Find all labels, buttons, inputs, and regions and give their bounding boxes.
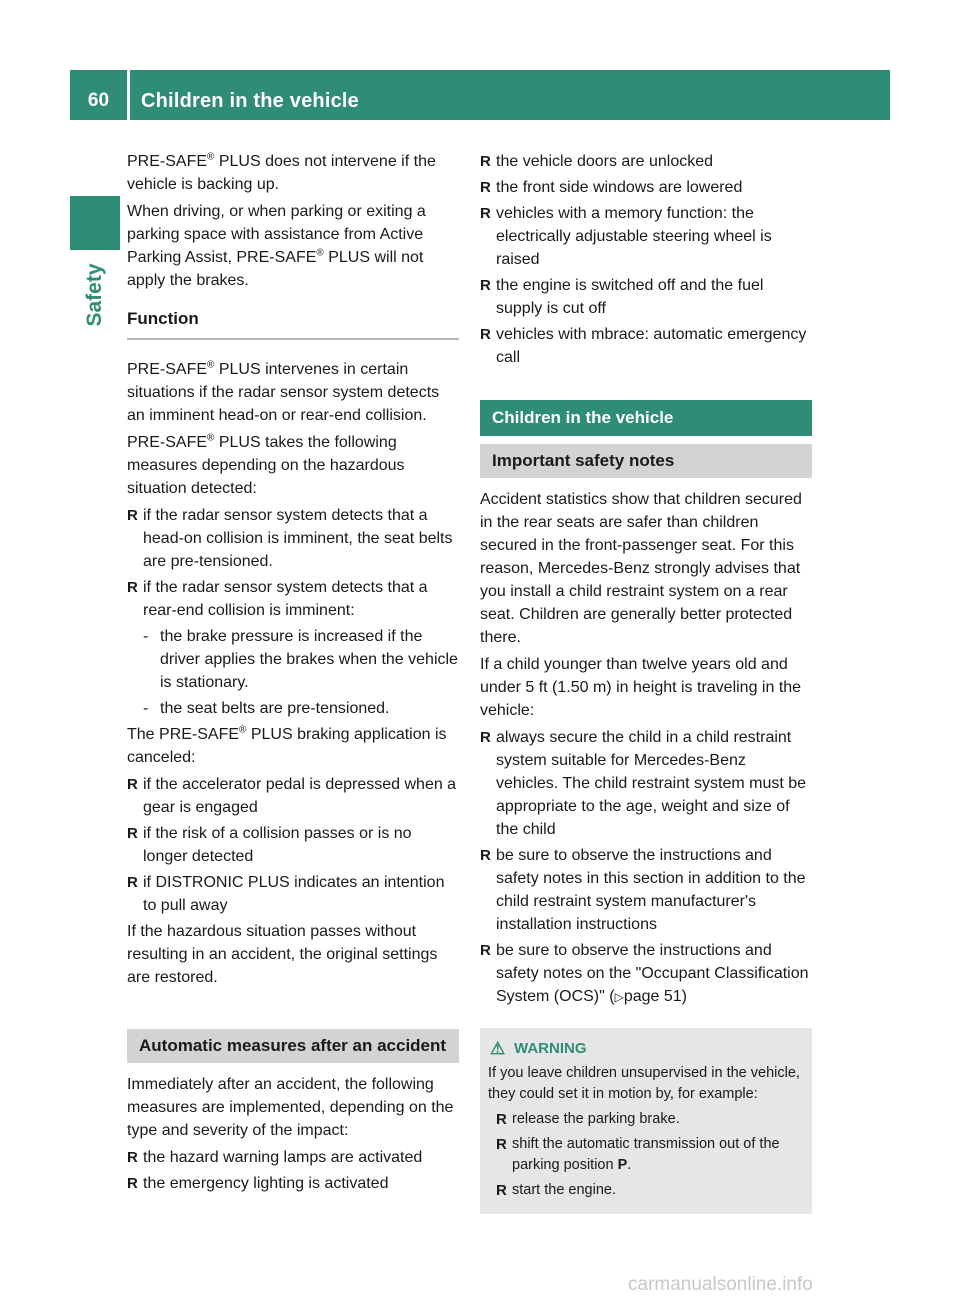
header-divider [127,70,130,120]
list-item: R shift the automatic transmission out of the parking position P. [496,1136,780,1173]
list-item: R if the radar sensor system detects that a rear-end collision is imminent: [127,579,428,619]
page-ref-arrow-icon: ▷ [614,990,624,1004]
list-item: R be sure to observe the instructions and safety notes in this section in addition to the child restraint system manufacturer's installation instructions [480,847,806,933]
side-tab[interactable] [70,250,120,340]
list-item: R the emergency lighting is activated [127,1175,389,1192]
list-item: R always secure the child in a child restraint system suitable for Mercedes-Benz vehicles. The child restraint system must be appropriate to the age, weight and size of the child [480,729,807,838]
list-item: R vehicles with mbrace: automatic emergency call [480,326,807,366]
page-title: Children in the vehicle [141,90,359,112]
paragraph: PRE-SAFE® PLUS does not intervene if the vehicle is backing up. [127,151,436,193]
paragraph: PRE-SAFE® PLUS intervenes in certain situations if the radar sensor system detects an imminent head-on or rear-end collision. [127,359,440,424]
dash-item: - the seat belts are pre-tensioned. [143,700,390,717]
list-item: R if DISTRONIC PLUS indicates an intention to pull away [127,874,445,914]
paragraph: Accident statistics show that children secured in the rear seats are safer than children secured in the front-passenger seat. For this reason, Mercedes-Benz strongly advises that you install a child restraint system on a rear seat. Children are generally better protected there. [480,491,802,646]
paragraph: The PRE-SAFE® PLUS braking application is canceled: [127,724,447,766]
warning-title: ⚠ WARNING [490,1039,587,1058]
right-column [480,150,812,1214]
function-heading: Function [127,307,459,340]
paragraph: If a child younger than twelve years old and under 5 ft (1.50 m) in height is traveling in the vehicle: [480,656,802,719]
list-item: R the hazard warning lamps are activated [127,1149,423,1166]
list-item: R vehicles with a memory function: the electrically adjustable steering wheel is raised [480,205,772,268]
side-color-block [70,196,120,250]
warning-box [480,1028,812,1214]
left-column [127,150,459,1198]
list-item: R the front side windows are lowered [480,179,743,196]
list-item: R be sure to observe the instructions and safety notes on the "Occupant Classification System (OCS)" (▷page 51) [480,942,809,1005]
page-reference-link[interactable]: page 51) [623,988,687,1005]
warning-text: If you leave children unsupervised in the vehicle, they could set it in motion by, for example: [488,1065,800,1102]
paragraph: Immediately after an accident, the following measures are implemented, depending on the type and severity of the impact: [127,1076,454,1139]
list-item: R if the accelerator pedal is depressed when a gear is engaged [127,776,457,816]
important-safety-notes-heading: Important safety notes [480,444,812,478]
list-item: R if the risk of a collision passes or is no longer detected [127,825,412,865]
list-item: R if the radar sensor system detects that a head-on collision is imminent, the seat belts are pre-tensioned. [127,507,453,570]
side-tab-label: Safety [83,263,106,327]
list-item: R release the parking brake. [496,1111,680,1128]
page-number: 60 [87,90,110,111]
section-heading: Children in the vehicle [480,400,812,436]
list-item: R the vehicle doors are unlocked [480,153,714,170]
paragraph: When driving, or when parking or exiting a parking space with assistance from Active Parking Assist, PRE-SAFE® PLUS will not apply the brakes. [127,203,426,289]
warning-triangle-icon: ⚠ [490,1039,506,1058]
paragraph: PRE-SAFE® PLUS takes the following measures depending on the hazardous situation detected: [127,432,405,497]
watermark: carmanualsonline.info [628,1274,813,1295]
paragraph: If the hazardous situation passes without resulting in an accident, the original settings are restored. [127,923,438,986]
dash-item: - the brake pressure is increased if the driver applies the brakes when the vehicle is stationary. [143,628,458,691]
list-item: R start the engine. [496,1182,616,1199]
automatic-measures-heading: Automatic measures after an accident [127,1029,459,1063]
list-item: R the engine is switched off and the fuel supply is cut off [480,277,764,317]
